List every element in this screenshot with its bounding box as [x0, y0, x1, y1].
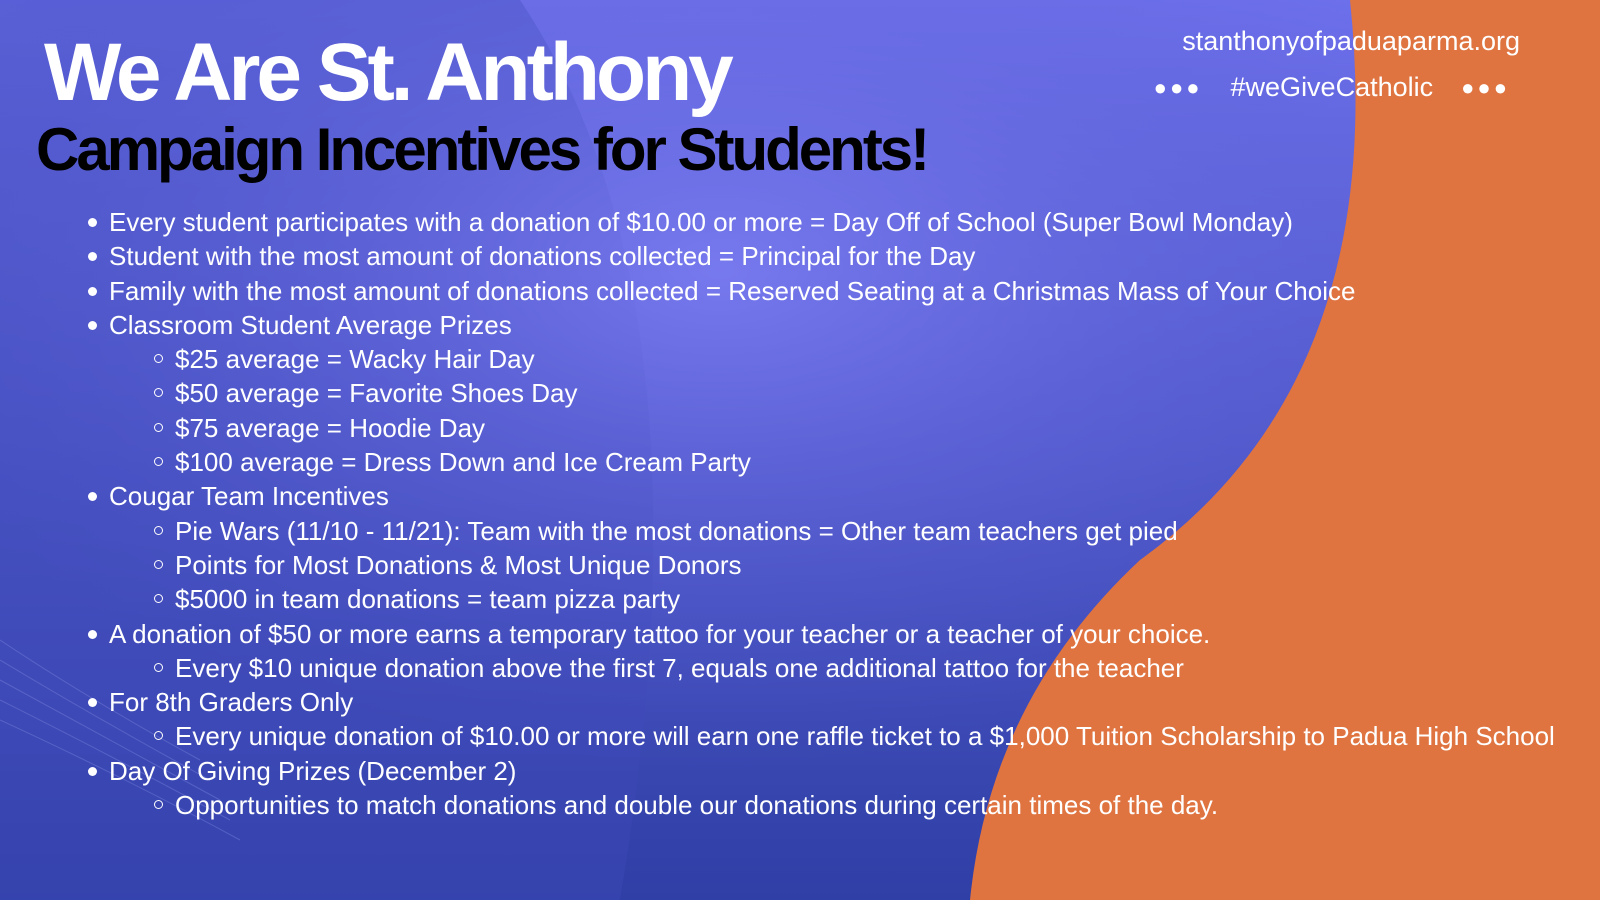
sub-list	[109, 651, 1568, 685]
list-item	[88, 239, 1568, 273]
list-item	[88, 754, 1568, 823]
sub-list-item: Points for Most Donations & Most Unique Donors	[154, 548, 1568, 582]
sub-list-item: $100 average = Dress Down and Ice Cream Party	[154, 445, 1568, 479]
list-item-text: Student with the most amount of donations collected = Principal for the Day	[109, 241, 976, 272]
sub-list	[109, 342, 1568, 479]
list-item-text: A donation of $50 or more earns a temporary tattoo for your teacher or a teacher of your choice.	[109, 618, 1211, 649]
list-item-text: Day Of Giving Prizes (December 2)	[109, 755, 517, 786]
sub-list-item: $25 average = Wacky Hair Day	[154, 342, 1568, 376]
list-item	[88, 617, 1568, 686]
hashtag-text: #weGiveCatholic	[1230, 72, 1434, 102]
list-item-text: For 8th Graders Only	[109, 687, 354, 718]
list-item-text: Classroom Student Average Prizes	[109, 309, 512, 340]
list-item	[88, 274, 1568, 308]
list-item	[88, 308, 1568, 479]
dots-decoration-left: ●●●	[1153, 74, 1203, 100]
page-title: We Are St. Anthony	[44, 27, 730, 118]
hashtag-line	[1154, 72, 1510, 103]
list-item	[88, 685, 1568, 754]
list-item-text: Cougar Team Incentives	[109, 481, 389, 512]
sub-list-item: $50 average = Favorite Shoes Day	[154, 376, 1568, 410]
sub-list-item: Every unique donation of $10.00 or more will earn one raffle ticket to a $1,000 Tuition Scholarship to Padua High School	[154, 719, 1568, 753]
sub-list-item: Opportunities to match donations and double our donations during certain times of the day.	[154, 788, 1568, 822]
sub-list	[109, 514, 1568, 617]
sub-list-item: Every $10 unique donation above the first 7, equals one additional tattoo for the teacher	[154, 651, 1568, 685]
sub-list-item: Pie Wars (11/10 - 11/21): Team with the most donations = Other team teachers get pied	[154, 514, 1568, 548]
list-item-text: Family with the most amount of donations collected = Reserved Seating at a Christmas Mass of Your Choice	[109, 275, 1356, 306]
list-item-text: Every student participates with a donation of $10.00 or more = Day Off of School (Super Bowl Monday)	[109, 207, 1293, 237]
incentives-list	[88, 205, 1568, 822]
page-subtitle: Campaign Incentives for Students!	[36, 116, 928, 183]
sub-list-item: $5000 in team donations = team pizza party	[154, 582, 1568, 616]
sub-list	[109, 788, 1568, 822]
website-url: stanthonyofpaduaparma.org	[1182, 26, 1520, 56]
list-item	[88, 205, 1568, 239]
dots-decoration-right: ●●●	[1461, 74, 1510, 100]
sub-list-item: $75 average = Hoodie Day	[154, 411, 1568, 445]
sub-list	[109, 719, 1568, 753]
list-item	[88, 479, 1568, 616]
